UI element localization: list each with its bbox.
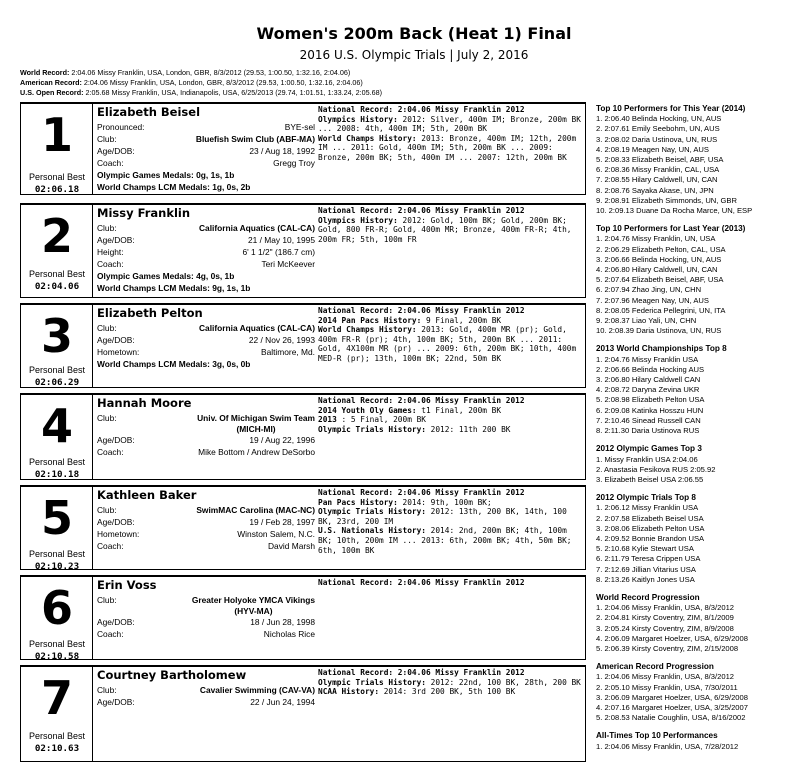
history-label: World Champs History: (318, 325, 417, 335)
info-value-line: (HYV-MA) (234, 605, 273, 616)
info-value: 6' 1 1/2" (186.7 cm) (242, 247, 315, 257)
info-value: BYE-sel (284, 122, 315, 132)
history-line (318, 526, 583, 555)
history-text: 2014: 2nd, 200m BK; 4th, 100m BK; 10th, 200m IM ... 2013: 6th, 200m BK; 4th, 50m BK; 6th, 100m BK (318, 526, 572, 555)
swimmer-info (97, 306, 315, 370)
history-label: Olympics History: (318, 114, 398, 124)
info-label: Age/DOB: (97, 697, 135, 707)
info-row (97, 246, 315, 258)
history-line (318, 687, 583, 697)
info-row (97, 157, 315, 169)
history-line (318, 678, 583, 688)
info-row (97, 540, 315, 552)
history-block (318, 488, 583, 555)
info-value: California Aquatics (CAL-CA) (198, 223, 315, 233)
history-line (318, 415, 583, 425)
sidebar-list-item: 5. 2:07.64 Elizabeth Beisel, ABF, USA (596, 275, 724, 285)
info-label: Age/DOB: (97, 235, 135, 245)
sidebar-list-item: 4. 2:07.16 Margaret Hoelzer, USA, 3/25/2007 (596, 702, 748, 712)
info-label: Age/DOB: (97, 335, 135, 345)
sidebar-list-item: 4. 2:06.80 Hilary Caldwell, UN, CAN (596, 265, 718, 275)
sidebar-list-item: 4. 2:09.52 Bonnie Brandon USA (596, 533, 705, 543)
info-row (97, 334, 315, 346)
history-line (318, 406, 583, 416)
sidebar-section-title: American Record Progression (596, 662, 714, 672)
history-label: Olympic Trials History: (318, 507, 426, 517)
info-label: Club: (97, 685, 117, 695)
lane-panel (21, 487, 93, 572)
sidebar-list-item: 2. 2:07.58 Elizabeth Beisel USA (596, 513, 704, 523)
info-row (97, 684, 315, 696)
info-row (97, 258, 315, 270)
info-label: Height: (97, 247, 124, 257)
sidebar-list-item: 6. 2:08.36 Missy Franklin, CAL, USA (596, 165, 720, 175)
national-record-line: National Record: 2:04.06 Missy Franklin 2012 (318, 396, 525, 405)
history-line (318, 507, 583, 526)
history-text: 2012: Gold, 100m BK; Gold, 200m BK; Gold, 800 FR-R; Gold, 400m MR; Bronze, 400m FR-R; 4th, 200m FR; 5th, 100m FR (318, 215, 572, 244)
history-line (318, 115, 583, 134)
history-text: 2014: 9th, 100m BK; (397, 497, 492, 507)
history-label: 2013 (318, 415, 337, 425)
sidebar-section-title: 2012 Olympic Games Top 3 (596, 444, 702, 454)
history-text: 2014: 3rd 200 BK, 5th 100 BK (379, 687, 516, 697)
sidebar-list-item: 9. 2:08.91 Elizabeth Simmonds, UN, GBR (596, 195, 737, 205)
swimmer-entry (20, 102, 586, 195)
us-open-record (20, 88, 382, 98)
info-label: Club: (97, 595, 117, 605)
sidebar-list-item: 4. 2:08.19 Meagen Nay, UN, AUS (596, 144, 709, 154)
sidebar-list-item: 8. 2:08.05 Federica Pellegrini, UN, ITA (596, 305, 726, 315)
national-record-line: National Record: 2:04.06 Missy Franklin 2012 (318, 206, 525, 215)
sidebar-section-title: World Record Progression (596, 592, 700, 602)
swimmer-info (97, 105, 315, 193)
info-value: 23 / Aug 18, 1992 (249, 146, 315, 156)
lane-panel (21, 577, 93, 662)
american-record (20, 78, 382, 88)
sidebar-list-item: 3. 2:08.02 Daria Ustinova, UN, RUS (596, 134, 718, 144)
medals-line: Olympic Games Medals: 4g, 0s, 1b (97, 271, 235, 281)
history-block (318, 668, 583, 697)
swimmer-name: Erin Voss (97, 578, 157, 592)
sidebar-list-item: 5. 2:10.68 Kylie Stewart USA (596, 544, 694, 554)
history-line (318, 425, 583, 435)
sidebar-section-title: All-Times Top 10 Performances (596, 731, 718, 741)
info-label: Age/DOB: (97, 617, 135, 627)
history-block (318, 396, 583, 434)
sidebar-list-item: 3. 2:05.24 Kirsty Coventry, ZIM, 8/9/2008 (596, 623, 734, 633)
medals-line: Olympic Games Medals: 0g, 1s, 1b (97, 170, 235, 180)
personal-best-label: Personal Best (28, 269, 86, 279)
swimmer-entry (20, 485, 586, 570)
personal-best-label: Personal Best (28, 457, 86, 467)
sidebar-list-item: 5. 2:08.33 Elizabeth Beisel, ABF, USA (596, 155, 724, 165)
info-row (97, 222, 315, 234)
swimmer-name: Elizabeth Beisel (97, 105, 201, 119)
info-value: California Aquatics (CAL-CA) (198, 323, 315, 333)
swimmer-info (97, 488, 315, 552)
lane-number: 7 (40, 671, 73, 725)
info-row (97, 616, 315, 628)
national-record-line: National Record: 2:04.06 Missy Franklin 2012 (318, 578, 525, 587)
info-row (97, 446, 315, 458)
personal-best-time: 02:06.29 (34, 377, 80, 388)
info-row (97, 696, 315, 708)
sidebar-list-item: 1. 2:04.76 Missy Franklin USA (596, 354, 699, 364)
personal-best-time: 02:10.23 (34, 561, 80, 572)
sidebar-list-item: 2. 2:06.66 Belinda Hocking AUS (596, 364, 705, 374)
swimmer-info (97, 578, 315, 640)
sidebar-list-item: 8. 2:08.76 Sayaka Akase, UN, JPN (596, 185, 714, 195)
info-label: Club: (97, 323, 117, 333)
lane-panel (21, 104, 93, 194)
lane-number: 5 (40, 491, 73, 545)
swimmer-info (97, 206, 315, 294)
sidebar-list-item: 7. 2:10.46 Sinead Russell CAN (596, 415, 701, 425)
info-value-line: (MICH-MI) (236, 423, 276, 434)
sidebar-list-item: 5. 2:06.39 Kirsty Coventry, ZIM, 2/15/2008 (596, 643, 739, 653)
sidebar-list-item: 1. 2:04.06 Missy Franklin, USA, 8/3/2012 (596, 672, 735, 682)
sidebar-list-item: 2. Anastasia Fesikova RUS 2:05.92 (596, 464, 716, 474)
info-row (97, 516, 315, 528)
info-value: Nicholas Rice (263, 629, 315, 639)
history-text: : 5 Final, 200m BK (336, 415, 426, 425)
us-open-record-label: U.S. Open Record: (20, 87, 84, 97)
history-line (318, 216, 583, 245)
swimmer-entry (20, 203, 586, 298)
history-label: Olympic Trials History: (318, 424, 426, 434)
info-value: Teri McKeever (261, 259, 315, 269)
swimmer-entry (20, 303, 586, 388)
sidebar-list-item: 7. 2:08.55 Hilary Caldwell, UN, CAN (596, 175, 718, 185)
world-record-text: 2:04.06 Missy Franklin, USA, London, GBR, 8/3/2012 (29.53, 1:00.50, 1:32.16, 2:04.06) (69, 68, 351, 77)
history-label: World Champs History: (318, 133, 417, 143)
history-text: 2012: Silver, 400m IM; Bronze, 200m BK ... 2008: 4th, 400m IM; 5th, 200m BK (318, 114, 581, 134)
sidebar-list-item: 2. 2:04.81 Kirsty Coventry, ZIM, 8/1/2009 (596, 613, 734, 623)
info-label: Coach: (97, 541, 124, 551)
info-label: Coach: (97, 158, 124, 168)
info-row (97, 346, 315, 358)
info-label: Coach: (97, 447, 124, 457)
sidebar-list-item: 4. 2:06.09 Margaret Hoelzer, USA, 6/29/2008 (596, 633, 748, 643)
sidebar-list-item: 1. 2:04.06 Missy Franklin, USA, 8/3/2012 (596, 603, 735, 613)
sidebar-list-item: 1. 2:04.76 Missy Franklin, UN, USA (596, 234, 716, 244)
info-label: Coach: (97, 629, 124, 639)
sidebar-list-item: 3. 2:06.66 Belinda Hocking, UN, AUS (596, 254, 722, 264)
history-block (318, 206, 583, 244)
sidebar-stats (596, 104, 801, 752)
history-text: 2012: 11th 200 BK (425, 424, 511, 434)
info-value-line: Greater Holyoke YMCA Vikings (191, 595, 315, 605)
american-record-label: American Record: (20, 77, 82, 87)
info-value: Gregg Troy (273, 158, 315, 168)
info-label: Pronounced: (97, 122, 145, 132)
history-line (318, 498, 583, 508)
personal-best-label: Personal Best (28, 731, 86, 741)
info-value: SwimMAC Carolina (MAC-NC) (196, 505, 315, 515)
sidebar-list-item: 3. 2:06.80 Hilary Caldwell CAN (596, 375, 701, 385)
personal-best-time: 02:04.06 (34, 281, 80, 292)
info-value: Mike Bottom / Andrew DeSorbo (198, 447, 315, 457)
info-value (197, 413, 315, 434)
history-line (318, 316, 583, 326)
info-value (192, 595, 315, 616)
page-subtitle: 2016 U.S. Olympic Trials | July 2, 2016 (299, 48, 529, 62)
sidebar-section-title: 2013 World Championships Top 8 (596, 344, 727, 354)
history-label: 2014 Pan Pacs History: (318, 315, 422, 325)
american-record-text: 2:04.06 Missy Franklin, USA, London, GBR, 8/3/2012 (29.53, 1:00.50, 1:32.16, 2:04.06) (81, 77, 363, 87)
personal-best-time: 02:10.58 (34, 651, 80, 662)
medals-line: World Champs LCM Medals: 1g, 0s, 2b (97, 182, 251, 192)
sidebar-list-item: 6. 2:07.94 Zhao Jing, UN, CHN (596, 285, 702, 295)
info-row (97, 322, 315, 334)
swimmer-entry (20, 575, 586, 660)
world-record-label: World Record: (20, 68, 70, 77)
lane-number: 1 (40, 108, 73, 162)
page-title: Women's 200m Back (Heat 1) Final (256, 24, 572, 43)
sidebar-list-item: 2. 2:07.61 Emily Seebohm, UN, AUS (596, 124, 720, 134)
national-record-line: National Record: 2:04.06 Missy Franklin 2012 (318, 306, 525, 315)
info-label: Club: (97, 223, 117, 233)
swimmer-name: Missy Franklin (97, 206, 191, 220)
personal-best-label: Personal Best (28, 365, 86, 375)
world-record (20, 68, 382, 78)
lane-number: 6 (40, 581, 73, 635)
info-label: Age/DOB: (97, 146, 135, 156)
sidebar-list-item: 1. Missy Franklin USA 2:04.06 (596, 454, 698, 464)
sidebar-section-title: Top 10 Performers for Last Year (2013) (596, 224, 746, 234)
history-label: Pan Pacs History: (318, 497, 398, 507)
sidebar-list-item: 10. 2:08.39 Daria Ustinova, UN, RUS (596, 326, 722, 336)
history-label: NCAA History: (318, 687, 380, 697)
info-value: 21 / May 10, 1995 (247, 235, 315, 245)
info-value: Baltimore, Md. (261, 347, 315, 357)
lane-panel (21, 205, 93, 297)
info-label: Age/DOB: (97, 435, 135, 445)
personal-best-time: 02:10.63 (34, 743, 80, 754)
info-value: David Marsh (267, 541, 315, 551)
sidebar-list-item: 2. 2:06.29 Elizabeth Pelton, CAL, USA (596, 244, 726, 254)
sidebar-list-item: 2. 2:05.10 Missy Franklin, USA, 7/30/2011 (596, 682, 738, 692)
history-text: 2013: Gold, 400m MR (pr); Gold, 400m FR-R (pr); 4th, 100m BK; 5th, 200m BK ... 2011: Gold, 4X100m MR (pr) ... 2009: 6th, 200m BK; 10th, 400m MED-R (pr); 13th, 100m BK; 22nd, 50m BK (318, 325, 577, 363)
lane-panel (21, 395, 93, 479)
history-block (318, 306, 583, 364)
info-value: 22 / Jun 24, 1994 (250, 697, 315, 707)
info-label: Coach: (97, 259, 124, 269)
sidebar-list-item: 3. 2:06.09 Margaret Hoelzer, USA, 6/29/2008 (596, 692, 748, 702)
national-record-line: National Record: 2:04.06 Missy Franklin 2012 (318, 488, 525, 497)
sidebar-list-item: 4. 2:08.72 Daryna Zevina UKR (596, 385, 700, 395)
sidebar-list-item: 3. Elizabeth Beisel USA 2:06.55 (596, 474, 704, 484)
lane-panel (21, 305, 93, 387)
sidebar-section-title: Top 10 Performers for This Year (2014) (596, 104, 746, 113)
info-value: 22 / Nov 26, 1993 (248, 335, 315, 345)
swimmer-name: Kathleen Baker (97, 488, 197, 502)
info-label: Club: (97, 134, 117, 144)
records-block (20, 68, 382, 97)
history-text: 9 Final, 200m BK (421, 315, 502, 325)
lane-number: 3 (40, 309, 73, 363)
lane-number: 4 (40, 399, 73, 453)
history-label: Olympics History: (318, 215, 398, 225)
sidebar-list-item: 1. 2:06.40 Belinda Hocking, UN, AUS (596, 114, 722, 124)
info-label: Hometown: (97, 529, 140, 539)
sidebar-list-item: 8. 2:11.30 Daria Ustinova RUS (596, 426, 700, 436)
history-label: 2014 Youth Oly Games: (318, 405, 417, 415)
info-label: Age/DOB: (97, 517, 135, 527)
info-row (97, 594, 315, 616)
info-value: Cavalier Swimming (CAV-VA) (199, 685, 315, 695)
sidebar-list-item: 3. 2:08.06 Elizabeth Pelton USA (596, 523, 705, 533)
swimmer-info (97, 668, 315, 708)
personal-best-label: Personal Best (28, 172, 86, 182)
sidebar-list-item: 6. 2:11.79 Teresa Crippen USA (596, 554, 701, 564)
info-row (97, 121, 315, 133)
info-row (97, 133, 315, 145)
swimmer-name: Courtney Bartholomew (97, 668, 247, 682)
history-text: 2012: 22nd, 100 BK, 28th, 200 BK (425, 677, 581, 687)
medals-line: World Champs LCM Medals: 3g, 0s, 0b (97, 359, 251, 369)
lane-panel (21, 667, 93, 761)
swimmer-entry (20, 393, 586, 480)
sidebar-list-item: 5. 2:08.53 Natalie Coughlin, USA, 8/16/2002 (596, 713, 746, 723)
sidebar-list-item: 7. 2:12.69 Jillian Vitarius USA (596, 564, 696, 574)
sidebar-list-item: 1. 2:06.12 Missy Franklin USA (596, 503, 699, 513)
history-text: 2013: Bronze, 400m IM; 12th, 200m IM ... 2011: Gold, 400m IM; 5th, 200m BK ... 2009: Bronze, 200m BK; 5th, 400m IM ... 2007: 12th, 200m BK (318, 133, 577, 162)
history-line (318, 325, 583, 363)
history-block (318, 105, 583, 163)
sidebar-section-title: 2012 Olympic Trials Top 8 (596, 493, 696, 503)
history-text: 2012: 13th, 200 BK, 14th, 100 BK, 23rd, 200 IM (318, 507, 567, 526)
history-line (318, 134, 583, 163)
info-label: Hometown: (97, 347, 140, 357)
info-value-line: Univ. Of Michigan Swim Team (197, 413, 315, 423)
sidebar-list-item: 8. 2:13.26 Kaitlyn Jones USA (596, 574, 695, 584)
national-record-line: National Record: 2:04.06 Missy Franklin 2012 (318, 105, 525, 114)
personal-best-time: 02:06.18 (34, 184, 80, 195)
info-row (97, 145, 315, 157)
lane-number: 2 (40, 209, 73, 263)
info-value: 19 / Aug 22, 1996 (249, 435, 315, 445)
swimmer-name: Elizabeth Pelton (97, 306, 203, 320)
info-row (97, 434, 315, 446)
sidebar-list-item: 9. 2:08.37 Liao Yali, UN, CHN (596, 316, 697, 326)
info-value: 18 / Jun 28, 1998 (250, 617, 315, 627)
sidebar-list-item: 1. 2:04.06 Missy Franklin, USA, 7/28/2012 (596, 741, 739, 751)
info-row (97, 412, 315, 434)
sidebar-list-item: 5. 2:08.98 Elizabeth Pelton USA (596, 395, 705, 405)
history-text: t1 Final, 200m BK (416, 405, 502, 415)
history-label: U.S. Nationals History: (318, 526, 426, 536)
personal-best-label: Personal Best (28, 549, 86, 559)
national-record-line: National Record: 2:04.06 Missy Franklin 2012 (318, 668, 525, 677)
sidebar-list-item: 6. 2:09.08 Katinka Hosszu HUN (596, 405, 704, 415)
info-row (97, 504, 315, 516)
history-label: Olympic Trials History: (318, 677, 426, 687)
info-label: Club: (97, 413, 117, 423)
history-block (318, 578, 583, 588)
swimmer-entry (20, 665, 586, 762)
swimmer-name: Hannah Moore (97, 396, 192, 410)
info-value: Winston Salem, N.C. (237, 529, 315, 539)
info-row (97, 528, 315, 540)
sidebar-list-item: 10. 2:09.13 Duane Da Rocha Marce, UN, ESP (596, 206, 753, 216)
info-row (97, 628, 315, 640)
us-open-record-text: 2:05.68 Missy Franklin, USA, Indianapolis, USA, 6/25/2013 (29.74, 1:01.51, 1:33.24, 2:05.68) (83, 87, 382, 97)
sidebar-list-item: 7. 2:07.96 Meagen Nay, UN, AUS (596, 295, 709, 305)
personal-best-time: 02:10.18 (34, 469, 80, 480)
info-label: Club: (97, 505, 117, 515)
swimmer-info (97, 396, 315, 458)
medals-line: World Champs LCM Medals: 9g, 1s, 1b (97, 283, 251, 293)
personal-best-label: Personal Best (28, 639, 86, 649)
info-value: 19 / Feb 28, 1997 (249, 517, 315, 527)
info-row (97, 234, 315, 246)
info-value: Bluefish Swim Club (ABF-MA) (195, 134, 315, 144)
